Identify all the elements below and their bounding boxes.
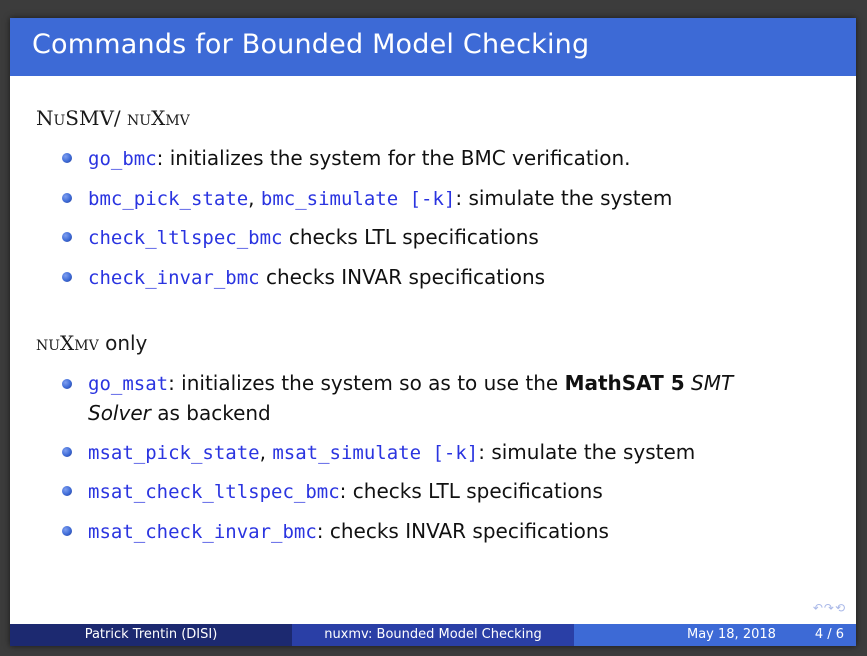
- command-bmc-simulate: bmc_simulate [-k]: [260, 187, 456, 210]
- bullet-icon: [62, 486, 72, 496]
- command-msat-pick-state: msat_pick_state: [88, 441, 260, 464]
- command-go-bmc: go_bmc: [88, 148, 157, 170]
- bullet-icon: [62, 526, 72, 536]
- list-item: [58, 262, 672, 293]
- command-msat-simulate: msat_simulate [-k]: [272, 441, 479, 464]
- bullet-icon: [62, 153, 72, 163]
- bullet-icon: [62, 447, 72, 457]
- command-msat-check-invar-bmc: msat_check_invar_bmc: [88, 520, 317, 543]
- command-msat-check-ltlspec-bmc: msat_check_ltlspec_bmc: [88, 481, 340, 503]
- smt-label: SMT: [691, 371, 734, 395]
- beamer-navigation-icons[interactable]: ↶↷⟲: [812, 601, 846, 615]
- item-description: : initializes the system so as to use the: [168, 371, 565, 395]
- command-check-ltlspec-bmc: check_ltlspec_bmc: [88, 227, 283, 249]
- footer-author: Patrick Trentin (DISI): [10, 624, 292, 646]
- nuxmv-command-list: [58, 369, 818, 555]
- list-item: [58, 183, 672, 214]
- list-item: [58, 437, 818, 468]
- heading-nuxmv: nuXmv: [36, 331, 99, 355]
- mathsat-label: MathSAT 5: [564, 371, 685, 395]
- footer-topic: nuxmv: Bounded Model Checking: [292, 624, 574, 646]
- heading-nuxmv: nuXmv: [127, 106, 190, 130]
- slide-title: Commands for Bounded Model Checking: [32, 29, 590, 60]
- item-description-tail: as backend: [150, 401, 271, 425]
- nusmv-command-list: [58, 143, 672, 301]
- item-description: checks LTL specifications: [282, 225, 539, 249]
- list-item: [58, 143, 672, 174]
- heading-only: only: [98, 331, 148, 355]
- item-description: : simulate the system: [478, 439, 696, 464]
- footer: [10, 624, 856, 646]
- item-description: : initializes the system for the BMC verification.: [156, 146, 631, 170]
- item-separator: ,: [259, 439, 273, 464]
- solver-label: Solver: [88, 401, 151, 425]
- list-item: [58, 516, 818, 547]
- list-item: [58, 222, 672, 253]
- item-description: : checks INVAR specifications: [316, 518, 609, 543]
- item-description: : checks LTL specifications: [339, 479, 603, 503]
- bullet-icon: [62, 272, 72, 282]
- footer-date-page: [574, 624, 856, 646]
- bullet-icon: [62, 193, 72, 203]
- list-item: [58, 369, 818, 428]
- section-heading-nusmv-nuxmv: [36, 106, 190, 130]
- list-item: [58, 476, 818, 507]
- section-heading-nuxmv-only: [36, 331, 147, 355]
- footer-date: May 18, 2018: [687, 627, 776, 642]
- command-go-msat: go_msat: [88, 373, 169, 395]
- heading-nusmv: NuSMV: [36, 106, 114, 130]
- command-check-invar-bmc: check_invar_bmc: [88, 266, 260, 289]
- bullet-icon: [62, 232, 72, 242]
- footer-page-number: 4 / 6: [814, 627, 844, 642]
- bullet-icon: [62, 379, 72, 389]
- item-description: : simulate the system: [455, 185, 673, 210]
- heading-separator: /: [113, 106, 128, 130]
- slide: [10, 18, 856, 646]
- item-description: checks INVAR specifications: [259, 264, 546, 289]
- item-separator: ,: [248, 185, 261, 210]
- command-bmc-pick-state: bmc_pick_state: [88, 187, 249, 210]
- title-bar: [10, 18, 856, 76]
